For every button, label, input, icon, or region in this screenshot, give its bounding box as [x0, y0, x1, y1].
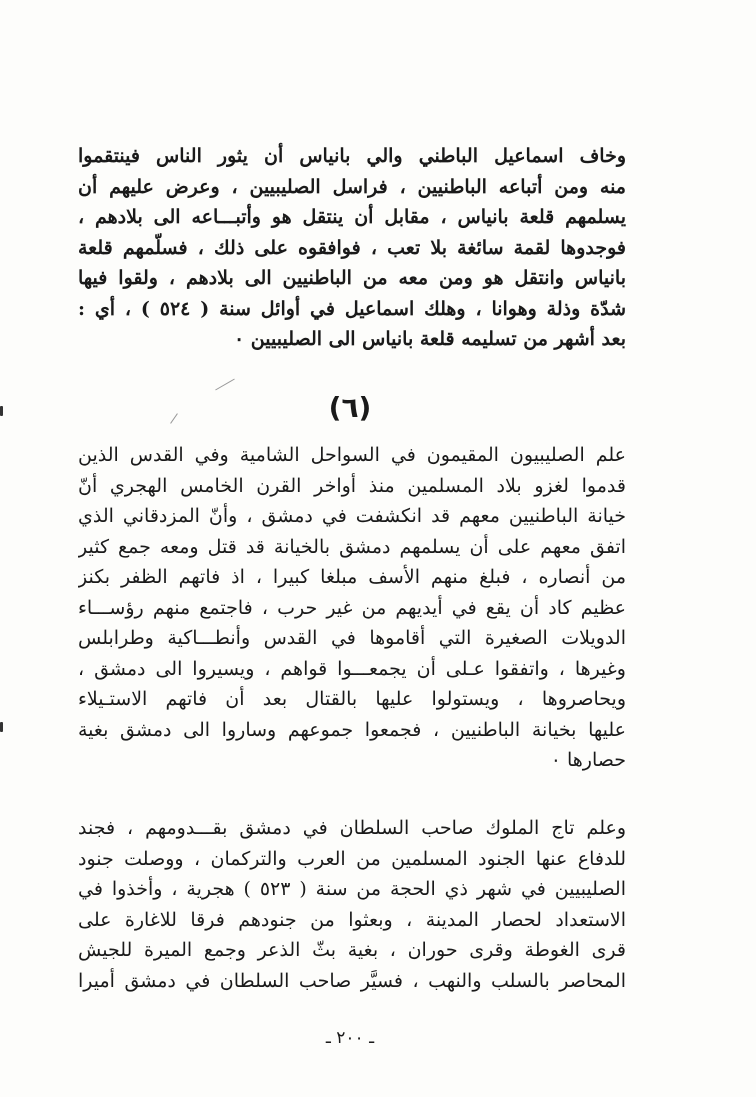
text-line: من أنصاره ، فبلغ منهم الأسف مبلغا كبيرا ، اذ فاتهم الظفر بكنز [78, 566, 626, 588]
text-line: بعد أشهر من تسليمه قلعة بانياس الى الصليبيين ٠ [233, 328, 626, 350]
text-line: يسلمهم قلعة بانياس ، مقابل أن ينتقل هو وأتبـــاعه الى بلادهم ، [78, 206, 626, 228]
text-line: اتفق معهم على أن يسلمهم دمشق بالخيانة قد قتل ومعه جمع كثير [78, 535, 626, 558]
text-line: فوجدوها لقمة سائغة بلا تعب ، فوافقوه على ذلك ، فسلّمهم قلعة [78, 236, 626, 259]
scan-edge-mark [0, 722, 3, 732]
text-line: قدموا لغزو بلاد المسلمين منذ أواخر القرن الخامس الهجري أنّ [78, 474, 626, 497]
section-number: (٦) [328, 391, 372, 424]
page-number: ـ ٢٠٠ ـ [325, 1028, 375, 1048]
text-line: خيانة الباطنيين معهم قد انكشفت في دمشق ، وأنّ المزدقاني الذي [78, 505, 626, 527]
text-line: علم الصليبيون المقيمون في السواحل الشامية وفي القدس الذين [78, 444, 626, 466]
text-line: الاستعداد لحصار المدينة ، وبعثوا من جنودهم فرقا للاغارة على [78, 908, 626, 931]
text-line: شدّة وذلة وهوانا ، وهلك اسماعيل في أوائل سنة ( ٥٢٤ ) ، أي : [78, 297, 626, 320]
text-line: المحاصر بالسلب والنهب ، فسيَّر صاحب السلطان في دمشق أميرا [78, 969, 626, 992]
text-line: عليها بخيانة الباطنيين ، فجمعوا جموعهم وساروا الى دمشق بغية [78, 718, 626, 741]
text-line: وخاف اسماعيل الباطني والي بانياس أن يثور الناس فينتقموا [78, 145, 626, 167]
text-line: بانياس وانتقل هو ومن معه من الباطنيين الى بلادهم ، ولقوا فيها [78, 267, 626, 289]
paragraph-2 [78, 440, 626, 776]
text-line: منه ومن أتباعه الباطنيين ، فراسل الصليبيين ، وعرض عليهم أن [78, 175, 626, 198]
text-line: الصليبيين في شهر ذي الحجة من سنة ( ٥٢٣ ) هجرية ، وأخذوا في [78, 878, 626, 900]
text-line: حصارها ٠ [550, 749, 626, 771]
text-line: للدفاع عنها الجنود المسلمين من العرب والتركمان ، ووصلت جنود [78, 847, 626, 870]
text-line: عظيم كاد أن يقع في أيديهم من غير حرب ، فاجتمع منهم رؤســـاء [78, 596, 626, 619]
paragraph-3 [78, 813, 626, 996]
text-line: قرى الغوطة وقرى حوران ، بغية بثّ الذعر وجمع الميرة للجيش [78, 939, 626, 961]
paragraph-1 [78, 141, 626, 355]
text-line: وغيرها ، واتفقوا عـلى أن يجمعـــوا قواهم ، ويسيروا الى دمشق ، [78, 657, 626, 680]
text-line: الدويلات الصغيرة التي أقاموها في القدس وأنطـــاكية وطرابلس [78, 627, 626, 649]
text-line: وعلم تاج الملوك صاحب السلطان في دمشق بقـــدومهم ، فجند [78, 817, 626, 839]
text-line: ويحاصروها ، ويستولوا عليها بالقتال بعد أن فاتهم الاستـيلاء [78, 688, 626, 710]
